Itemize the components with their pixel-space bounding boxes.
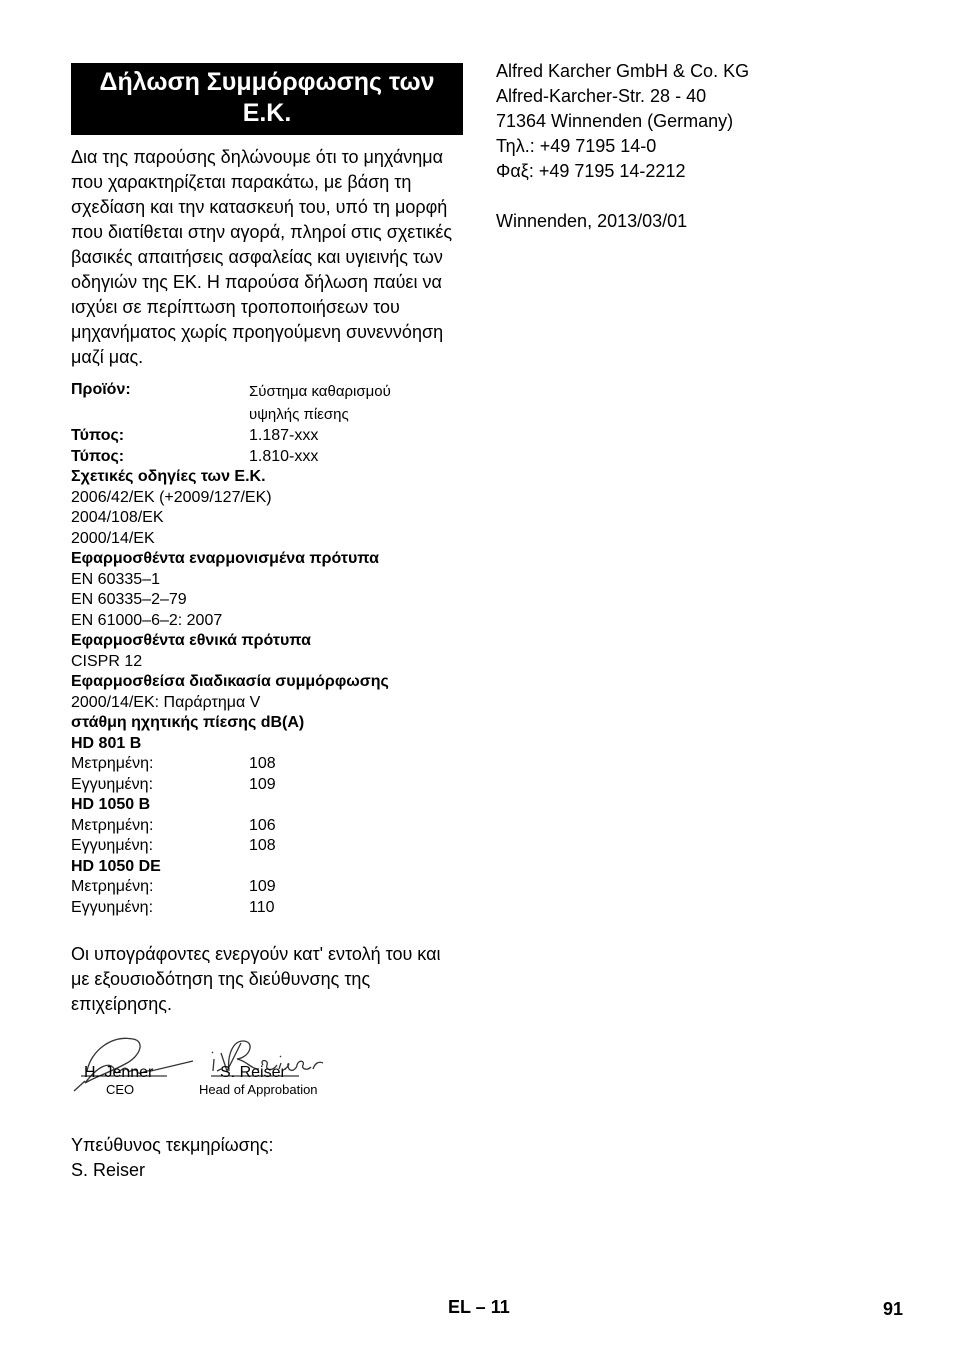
page-number: 91 xyxy=(883,1299,904,1319)
signatory-name: H. Jenner xyxy=(84,1064,154,1081)
company-phone: Τηλ.: +49 7195 14-0 xyxy=(496,136,657,156)
directive-item: 2006/42/ΕΚ (+2009/127/ΕΚ) xyxy=(71,488,272,506)
product-value xyxy=(249,380,391,426)
type-row xyxy=(71,426,463,447)
directive-item: 2004/108/ΕΚ xyxy=(71,509,164,526)
model-name: HD 801 B xyxy=(71,734,142,752)
guaranteed-value: 109 xyxy=(249,775,276,793)
signatory-name: S. Reiser xyxy=(220,1064,286,1081)
guaranteed-row xyxy=(71,898,463,919)
directive-item: 2000/14/ΕΚ xyxy=(71,529,155,547)
measured-row xyxy=(71,754,463,775)
signatures-block xyxy=(71,1031,463,1133)
national-standards-title: Εφαρμοσθέντα εθνικά πρότυπα xyxy=(71,632,311,649)
measured-label: Μετρημένη: xyxy=(71,755,154,772)
model-name: HD 1050 B xyxy=(71,796,151,813)
left-column xyxy=(71,63,463,1183)
type-label: Τύπος: xyxy=(71,427,125,444)
conformity-procedure-value: 2000/14/ΕΚ: Παράρτημα V xyxy=(71,693,261,711)
signature-reiser xyxy=(199,1064,318,1098)
product-value-line1: Σύστημα καθαρισμού xyxy=(249,383,391,400)
signatory-role: CEO xyxy=(106,1082,135,1097)
harmonised-standard-item: EN 60335–2–79 xyxy=(71,591,187,608)
harmonised-standards-title: Εφαρμοσθέντα εναρμονισμένα πρότυπα xyxy=(71,550,379,567)
measured-value: 108 xyxy=(249,755,276,772)
guaranteed-label: Εγγυημένη: xyxy=(71,898,154,916)
company-address-block xyxy=(496,59,896,234)
company-street: Alfred-Karcher-Str. 28 - 40 xyxy=(496,86,707,106)
measured-label: Μετρημένη: xyxy=(71,878,154,895)
documentation-name: S. Reiser xyxy=(71,1160,146,1180)
authorization-statement: Οι υπογράφοντες ενεργούν κατ' εντολή του και με εξουσιοδότηση της διεύθυνσης της επιχείρησης. xyxy=(71,944,441,1014)
national-standard-item: CISPR 12 xyxy=(71,652,143,670)
type-row xyxy=(71,447,463,468)
model-name: HD 1050 DE xyxy=(71,857,161,875)
sound-pressure-title: στάθμη ηχητικής πίεσης dB(A) xyxy=(71,714,305,731)
company-city: 71364 Winnenden (Germany) xyxy=(496,111,734,131)
documentation-label: Υπεύθυνος τεκμηρίωσης: xyxy=(71,1135,274,1155)
product-row xyxy=(71,380,463,426)
signatory-role: Head of Approbation xyxy=(199,1082,318,1097)
company-fax: Φαξ: +49 7195 14-2212 xyxy=(496,161,686,181)
measured-row xyxy=(71,816,463,837)
measured-value: 106 xyxy=(249,816,276,834)
guaranteed-value: 110 xyxy=(249,898,275,916)
measured-label: Μετρημένη: xyxy=(71,816,154,834)
conformity-procedure-title: Εφαρμοσθείσα διαδικασία συμμόρφωσης xyxy=(71,673,389,690)
harmonised-standard-item: EN 60335–1 xyxy=(71,570,160,588)
measured-value: 109 xyxy=(249,878,276,895)
page-title: Δήλωση Συμμόρφωσης των Ε.Κ. xyxy=(71,63,463,135)
type-value: 1.187-xxx xyxy=(249,427,319,444)
documentation-block xyxy=(71,1133,463,1183)
directives-title: Σχετικές οδηγίες των Ε.Κ. xyxy=(71,468,266,485)
product-value-line2: υψηλής πίεσης xyxy=(249,406,349,423)
guaranteed-value: 108 xyxy=(249,837,276,854)
guaranteed-row xyxy=(71,775,463,796)
specification-block xyxy=(71,380,463,918)
footer-section-code: EL – 11 xyxy=(448,1297,510,1317)
guaranteed-label: Εγγυημένη: xyxy=(71,837,154,854)
type-value: 1.810-xxx xyxy=(249,447,319,465)
place-date: Winnenden, 2013/03/01 xyxy=(496,211,688,231)
harmonised-standard-item: EN 61000–6–2: 2007 xyxy=(71,611,223,629)
company-name: Alfred Karcher GmbH & Co. KG xyxy=(496,61,750,81)
product-label: Προϊόν: xyxy=(71,381,131,398)
intro-paragraph: Δια της παρούσης δηλώνουμε ότι το μηχάνημα που χαρακτηρίζεται παρακάτω, με βάση τη σχεδίαση και την κατασκευή του, υπό τη μορφή που διατίθεται στην αγορά, πληροί στις σχετικές βασικές απαιτήσεις ασφαλείας και υγιεινής των οδηγιών της ΕΚ. Η παρούσα δήλωση παύει να ισχύει σε περίπτωση τροποποιήσεων του μηχανήματος χωρίς προηγούμενη συνεννόηση μαζί μας. xyxy=(71,147,453,367)
type-label: Τύπος: xyxy=(71,447,125,465)
measured-row xyxy=(71,877,463,898)
guaranteed-row xyxy=(71,836,463,857)
signature-jenner xyxy=(84,1064,153,1098)
guaranteed-label: Εγγυημένη: xyxy=(71,775,154,793)
